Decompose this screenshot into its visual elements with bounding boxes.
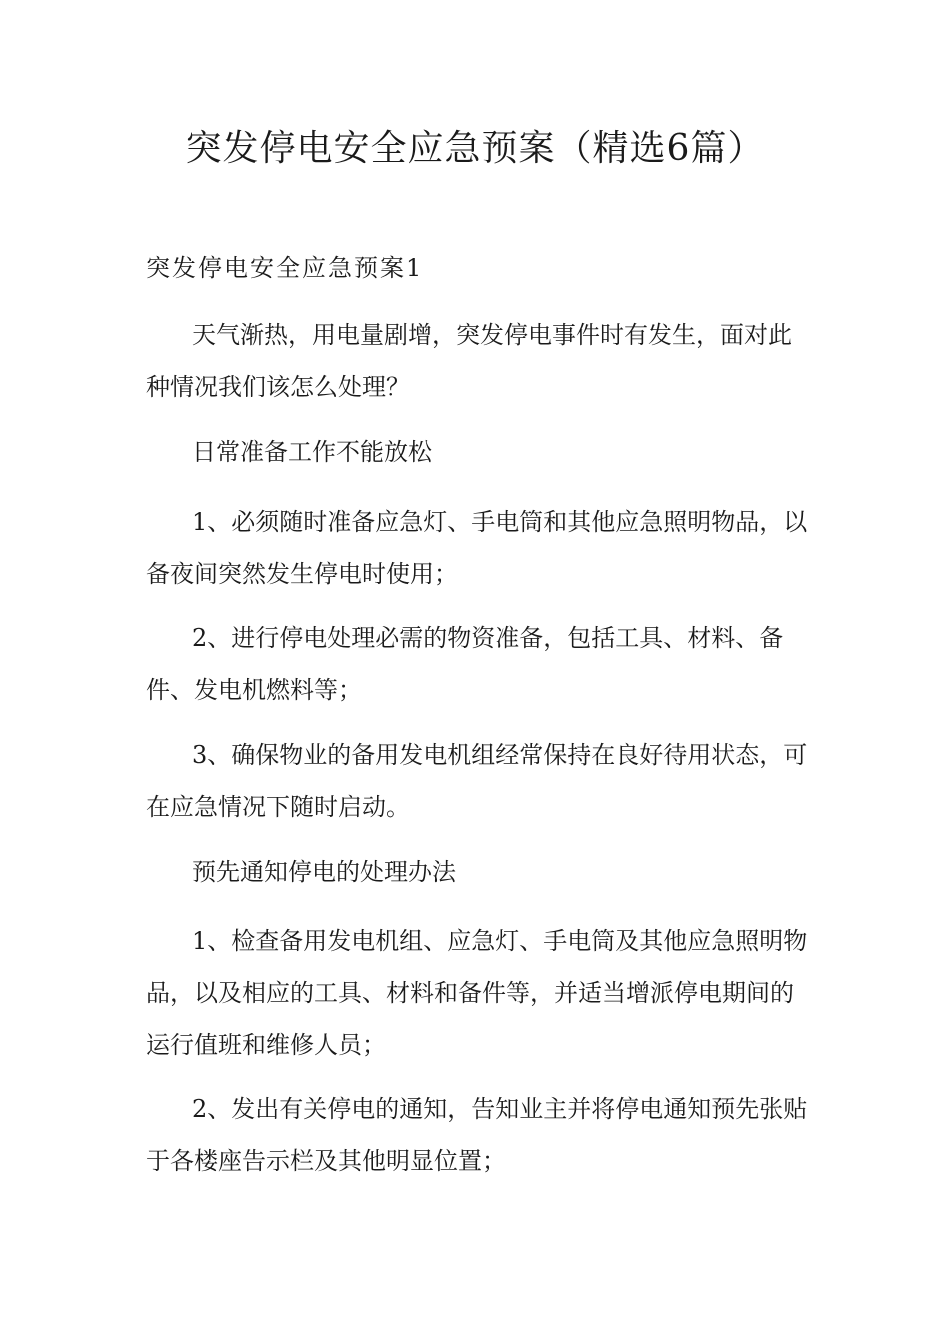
list-item: 1、必须随时准备应急灯、手电筒和其他应急照明物品，以备夜间突然发生停电时使用； [146,508,808,588]
list-item: 1、检查备用发电机组、应急灯、手电筒及其他应急照明物品，以及相应的工具、材料和备件等，并适当增派停电期间的运行值班和维修人员； [146,927,808,1059]
subheading-daily-preparation: 日常准备工作不能放松 [192,438,432,466]
list-item: 3、确保物业的备用发电机组经常保持在良好待用状态，可在应急情况下随时启动。 [146,741,808,821]
list-item: 2、进行停电处理必需的物资准备，包括工具、材料、备件、发电机燃料等； [146,624,784,704]
document-title: 突发停电安全应急预案（精选6篇） [185,128,765,169]
subheading-advance-notice: 预先通知停电的处理办法 [192,858,456,886]
section-heading: 突发停电安全应急预案1 [146,254,424,282]
paragraph-intro: 天气渐热，用电量剧增，突发停电事件时有发生，面对此种情况我们该怎么处理？ [146,321,792,401]
list-item: 2、发出有关停电的通知，告知业主并将停电通知预先张贴于各楼座告示栏及其他明显位置； [146,1095,808,1175]
